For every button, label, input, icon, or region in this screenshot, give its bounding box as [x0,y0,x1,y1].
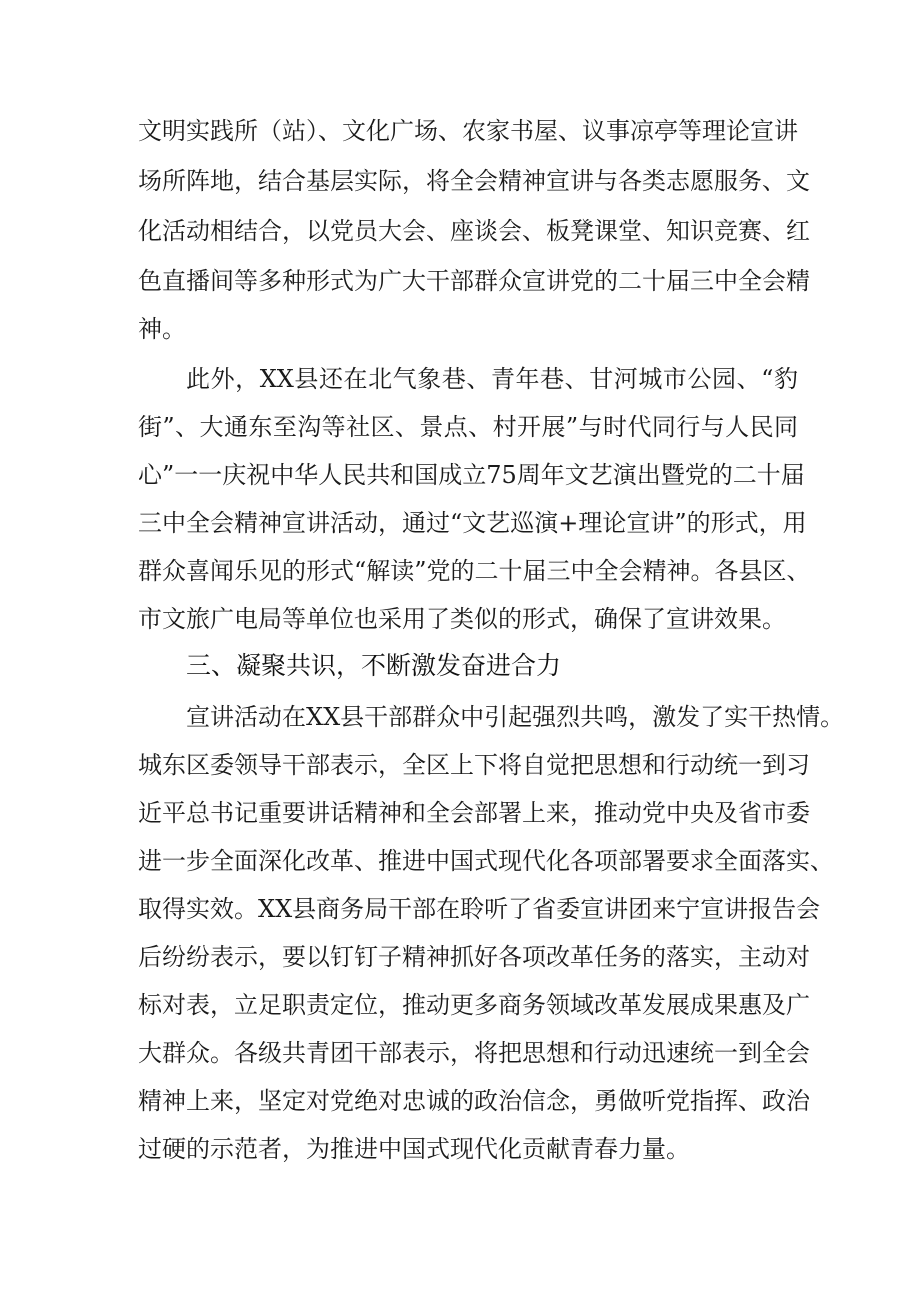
paragraph-line: 神。 [138,315,186,343]
paragraph-line: 宣讲活动在XX县干部群众中引起强烈共鸣，激发了实干热情。 [186,703,845,731]
paragraph-line: 过硬的示范者，为推进中国式现代化贡献青春力量。 [138,1135,690,1163]
paragraph-line: 市文旅广电局等单位也采用了类似的形式，确保了宣讲效果。 [138,605,786,633]
paragraph-line: 大群众。各级共青团干部表示，将把思想和行动迅速统一到全会 [138,1039,810,1067]
paragraph-line: 色直播间等多种形式为广大干部群众宣讲党的二十届三中全会精 [138,267,810,295]
paragraph-line: 标对表，立足职责定位，推动更多商务领域改革发展成果惠及广 [138,991,810,1019]
paragraph-line: 取得实效。XX县商务局干部在聆听了省委宣讲团来宁宣讲报告会 [138,895,821,923]
paragraph-line: 近平总书记重要讲话精神和全会部署上来，推动党中央及省市委 [138,799,810,827]
paragraph-line: 场所阵地，结合基层实际，将全会精神宣讲与各类志愿服务、文 [138,167,810,195]
paragraph-line: 心”一一庆祝中华人民共和国成立75周年文艺演出暨党的二十届 [138,461,805,489]
paragraph-line: 精神上来，坚定对党绝对忠诚的政治信念，勇做听党指挥、政治 [138,1087,810,1115]
section-heading: 三、凝聚共识，不断激发奋进合力 [186,651,562,680]
paragraph-line: 群众喜闻乐见的形式“解读”党的二十届三中全会精神。各县区、 [138,557,811,585]
paragraph-line: 后纷纷表示，要以钉钉子精神抓好各项改革任务的落实，主动对 [138,943,810,971]
paragraph-line: 化活动相结合，以党员大会、座谈会、板凳课堂、知识竞赛、红 [138,217,810,245]
paragraph-line: 三中全会精神宣讲活动，通过“文艺巡演+理论宣讲”的形式，用 [138,509,807,537]
paragraph-line: 进一步全面深化改革、推进中国式现代化各项部署要求全面落实、 [138,847,834,875]
paragraph-line: 文明实践所（站）、文化广场、农家书屋、议事凉亭等理论宣讲 [138,117,798,145]
paragraph-line: 城东区委领导干部表示，全区上下将自觉把思想和行动统一到习 [138,751,810,779]
paragraph-line: 此外，XX县还在北气象巷、青年巷、甘河城市公园、“豹 [186,365,798,393]
paragraph-line: 街”、大通东至沟等社区、景点、村开展”与时代同行与人民同 [138,413,798,441]
